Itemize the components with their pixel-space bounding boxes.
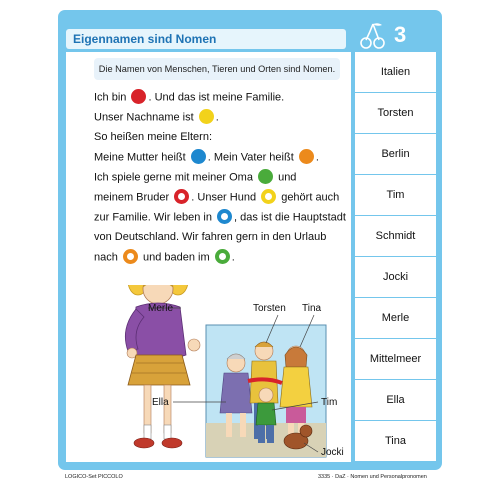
page-title: Eigennamen sind Nomen	[73, 32, 217, 46]
answer-tile[interactable]	[355, 298, 436, 338]
answer-tile[interactable]	[355, 421, 436, 461]
story-line	[94, 150, 319, 165]
story-text-segment: .	[215, 111, 219, 124]
red-ring-marker[interactable]	[174, 189, 189, 204]
answer-tile[interactable]	[355, 339, 436, 379]
story-text-segment: gehört auch	[278, 191, 340, 204]
story-line	[94, 110, 219, 125]
story-text-segment: .	[231, 251, 235, 264]
red-dot-marker[interactable]	[131, 89, 146, 104]
yellow-dot-marker[interactable]	[199, 109, 214, 124]
blue-ring-marker[interactable]	[217, 209, 232, 224]
story-text-segment: und baden im	[139, 251, 213, 264]
green-dot-marker[interactable]	[258, 169, 273, 184]
instruction-box: Die Namen von Menschen, Tieren und Orten sind Nomen.	[94, 58, 340, 80]
answer-column	[355, 52, 436, 460]
header	[58, 10, 442, 52]
story-text-segment: . Unser Hund	[191, 191, 260, 204]
orange-dot-marker[interactable]	[299, 149, 314, 164]
answer-label: Italien	[380, 66, 411, 78]
story-line	[94, 170, 296, 185]
answer-label: Mittelmeer	[369, 353, 422, 365]
answer-label: Merle	[381, 312, 410, 324]
blue-dot-marker[interactable]	[191, 149, 206, 164]
answer-tile[interactable]	[355, 93, 436, 133]
label-torsten: Torsten	[253, 303, 286, 314]
green-ring-marker[interactable]	[215, 249, 230, 264]
story-text-segment: . Mein Vater heißt	[207, 151, 297, 164]
story-text-segment: Ich spiele gerne mit meiner Oma	[94, 171, 257, 184]
story-line	[94, 210, 346, 225]
story-text-segment: Ich bin	[94, 91, 130, 104]
yellow-ring-marker[interactable]	[261, 189, 276, 204]
footer-reference: 3335 · DaZ · Nomen und Personalpronomen	[318, 474, 427, 480]
footer-publisher: LOGICO-Set PICCOLO	[65, 474, 123, 480]
label-ella: Ella	[152, 397, 169, 408]
story-text-segment: , das ist die Hauptstadt	[234, 211, 346, 224]
label-tina: Tina	[302, 303, 322, 314]
page-number: 3	[394, 22, 407, 47]
answer-label: Torsten	[377, 107, 414, 119]
story-line	[94, 250, 235, 265]
answer-label: Tina	[385, 435, 406, 447]
answer-label: Tim	[386, 189, 405, 201]
label-merle: Merle	[148, 303, 174, 314]
story-text-segment: So heißen meine Eltern:	[94, 131, 213, 143]
label-tim: Tim	[321, 397, 338, 408]
cherries-icon	[360, 20, 386, 50]
answer-tile[interactable]	[355, 134, 436, 174]
story-line	[94, 230, 326, 244]
answer-label: Ella	[386, 394, 405, 406]
story-text-segment: .	[315, 151, 319, 164]
answer-label: Berlin	[381, 148, 410, 160]
story-text-segment: nach	[94, 251, 121, 264]
answer-tile[interactable]	[355, 257, 436, 297]
story-text-segment: Unser Nachname ist	[94, 111, 197, 124]
answer-tile[interactable]	[355, 380, 436, 420]
orange-ring-marker[interactable]	[123, 249, 138, 264]
label-jocki: Jocki	[321, 447, 344, 458]
story-line	[94, 190, 339, 205]
story-text-segment: meinem Bruder	[94, 191, 173, 204]
story-line	[94, 130, 212, 144]
answer-label: Jocki	[382, 271, 409, 283]
family-picture	[188, 325, 326, 457]
answer-tile[interactable]	[355, 175, 436, 215]
story-text-segment: Meine Mutter heißt	[94, 151, 189, 164]
answer-label: Schmidt	[375, 230, 416, 242]
story-text-segment: . Und das ist meine Familie.	[148, 91, 285, 104]
story-text-segment: zur Familie. Wir leben in	[94, 211, 216, 224]
story-line	[94, 90, 284, 105]
answer-tile[interactable]	[355, 52, 436, 92]
story-text-segment: von Deutschland. Wir fahren gern in den Urlaub	[94, 231, 327, 243]
answer-tile[interactable]	[355, 216, 436, 256]
story-text-segment: und	[275, 171, 297, 184]
